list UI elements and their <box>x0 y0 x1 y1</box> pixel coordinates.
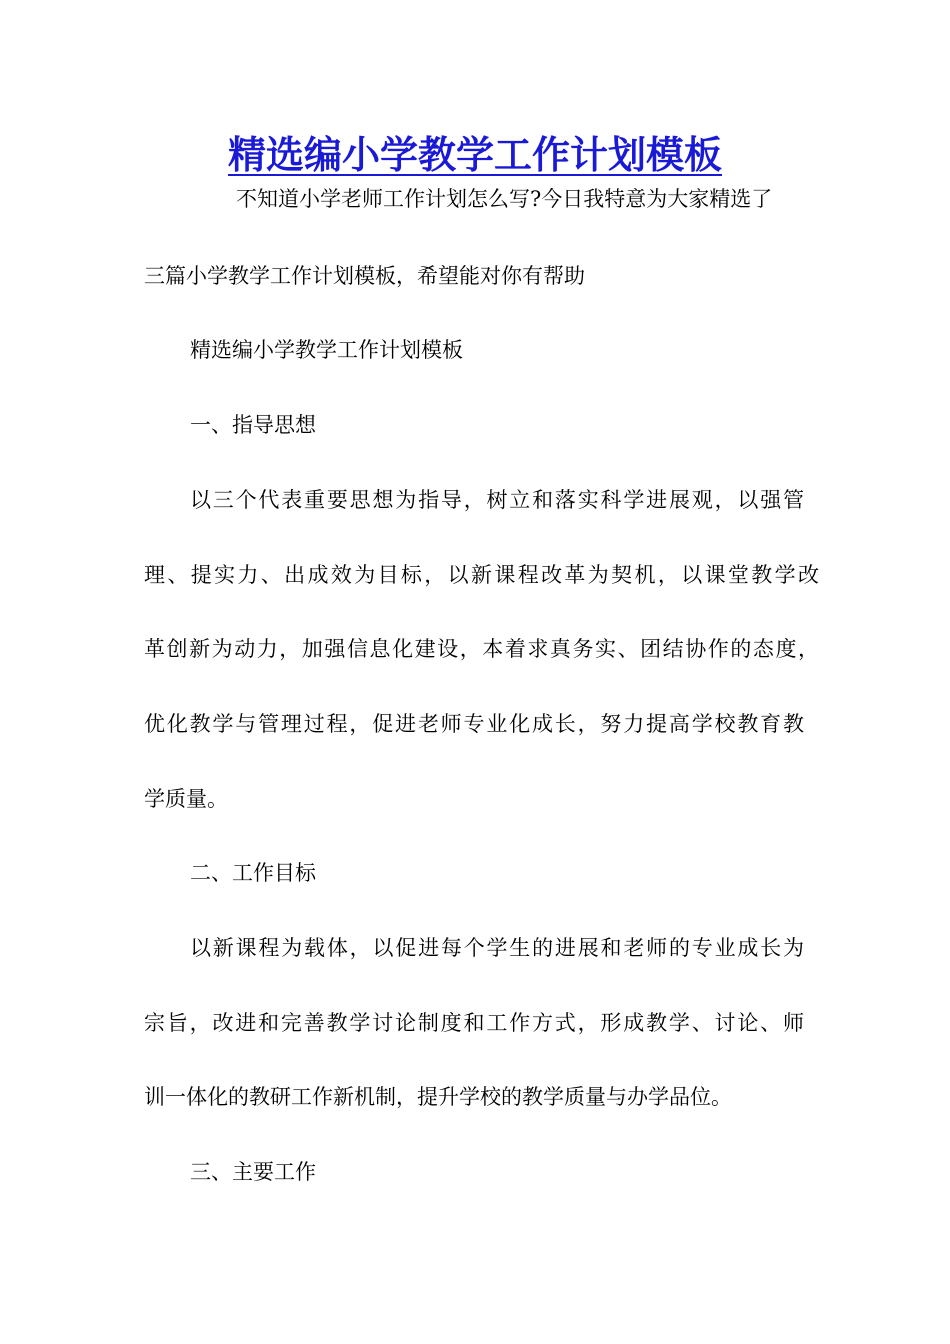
intro-line-1: 不知道小学老师工作计划怎么写?今日我特意为大家精选了 <box>236 187 773 211</box>
section-heading-1: 一、指导思想 <box>190 413 316 437</box>
section-2-line-3: 训一体化的教研工作新机制，提升学校的教学质量与办学品位。 <box>144 1085 732 1109</box>
section-heading-2: 二、工作目标 <box>190 861 316 885</box>
section-2-line-2: 宗旨，改进和完善教学讨论制度和工作方式，形成教学、讨论、师 <box>144 1011 804 1035</box>
section-1-line-2: 理、提实力、出成效为目标，以新课程改革为契机，以课堂教学改 <box>144 563 819 587</box>
section-1-line-3: 革创新为动力，加强信息化建设，本着求真务实、团结协作的态度， <box>144 637 819 661</box>
document-title <box>0 128 950 182</box>
subtitle: 精选编小学教学工作计划模板 <box>190 338 463 362</box>
section-2-line-1: 以新课程为载体，以促进每个学生的进展和老师的专业成长为 <box>190 936 804 960</box>
section-1-line-5: 学质量。 <box>144 787 228 811</box>
section-heading-3: 三、主要工作 <box>190 1160 316 1184</box>
intro-line-2: 三篇小学教学工作计划模板，希望能对你有帮助 <box>144 264 585 288</box>
section-1-line-4: 优化教学与管理过程，促进老师专业化成长，努力提高学校教育教 <box>144 712 804 736</box>
section-1-line-1: 以三个代表重要思想为指导，树立和落实科学进展观，以强管 <box>190 488 804 512</box>
document-title-link[interactable]: 精选编小学教学工作计划模板 <box>227 132 722 177</box>
